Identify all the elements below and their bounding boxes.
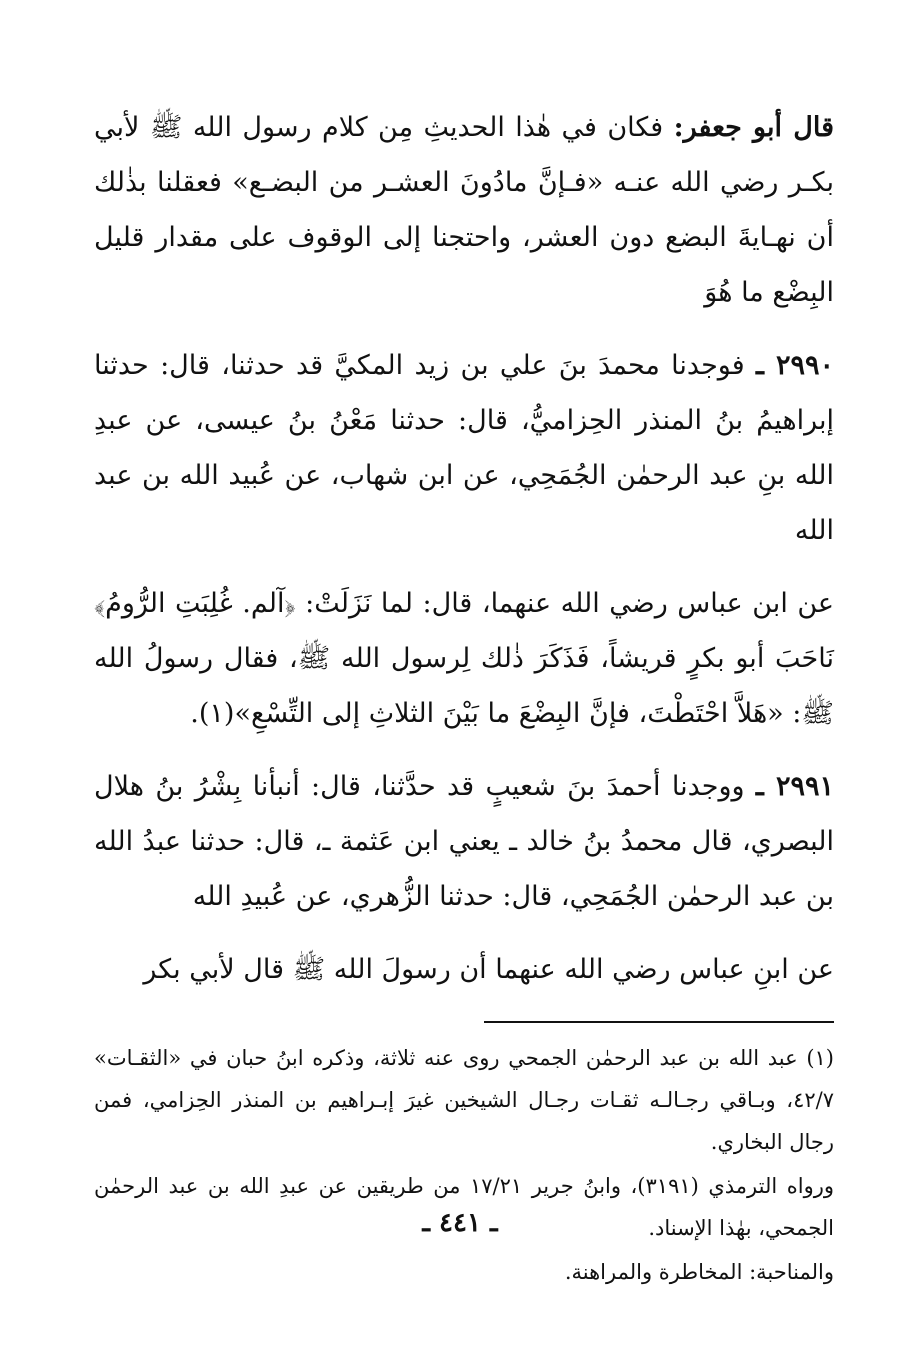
hadith-number: ٢٩٩١ ـ — [755, 771, 834, 802]
paragraph-text: فوجدنا محمدَ بنَ علي بن زيد المكيَّ قد حدثنا، قال: حدثنا إبراهيمُ بنُ المنذر الحِزاميُّ، قال: حدثنا مَعْنُ بنُ عيسى، عن عبدِ الله بنِ عبد الرحمٰن الجُمَحِي، عن ابن شهاب، عن عُبيد الله بن عبد الله — [94, 350, 834, 546]
footnote-takhrij: ورواه الترمذي (٣١٩١)، وابنُ جرير ١٧/٢١ من طريقين عن عبدِ الله بن عبد الرحمٰن الجمحي، بهٰذا الإسناد. — [94, 1174, 834, 1240]
paragraph-hadith-2990-matn — [94, 576, 834, 741]
paragraph-abu-jafar — [94, 100, 834, 320]
paragraph-hadith-2991-matn — [94, 942, 834, 997]
paragraph-text: عن ابن عباس رضي الله عنهما، قال: لما نَزَلَتْ: ﴿آلم. غُلِبَتِ الرُّومُ﴾ نَاحَبَ أبو بكرٍ قريشاً، فَذَكَرَ ذٰلك لِرسول الله ﷺ، فقال رسولُ الله ﷺ: «هَلاَّ احْتَطْتَ، فإنَّ البِضْعَ ما بَيْنَ الثلاثِ إلى التِّسْعِ»(١). — [94, 588, 834, 729]
paragraph-text: فكان في هٰذا الحديثِ مِن كلام رسول الله ﷺ لأبي بكـر رضي الله عنـه «فـإنَّ مادُونَ العشـر من البضـع» فعقلنا بذٰلك أن نهـايةَ البضع دون العشر، واحتجنا إلى الوقوف على مقدار قليل البِضْع ما هُوَ — [94, 112, 834, 308]
footnote-1: (١) عبد الله بن عبد الرحمٰن الجمحي روى عنه ثلاثة، وذكره ابنُ حبان في «الثقـات» ٤٢/٧، وبـاقي رجـالـه ثقـات رجـال الشيخين غيرَ إبـراهيم بن المنذر الحِزامي، فمن رجال البخاري. — [94, 1046, 834, 1154]
hadith-number: ٢٩٩٠ ـ — [755, 350, 834, 381]
paragraph-hadith-2991 — [94, 759, 834, 924]
paragraph-text: ووجدنا أحمدَ بنَ شعيبٍ قد حدَّثنا، قال: أنبأنا بِشْرُ بنُ هلال البصري، قال محمدُ بنُ خالد ـ يعني ابن عَثمة ـ، قال: حدثنا عبدُ الله بن عبد الرحمٰن الجُمَحِي، قال: حدثنا الزُّهري، عن عُبيدِ الله — [94, 771, 834, 912]
footnote-divider — [484, 1021, 834, 1023]
paragraph-hadith-2990 — [94, 338, 834, 558]
footnote-glossary: والمناحبة: المخاطرة والمراهنة. — [564, 1260, 834, 1284]
page-number: ـ ٤٤١ ـ — [422, 1208, 498, 1238]
paragraph-text: عن ابنِ عباس رضي الله عنهما أن رسولَ الله ﷺ قال لأبي بكر — [143, 954, 834, 985]
paragraph-lead: قال أبو جعفر: — [673, 112, 834, 143]
